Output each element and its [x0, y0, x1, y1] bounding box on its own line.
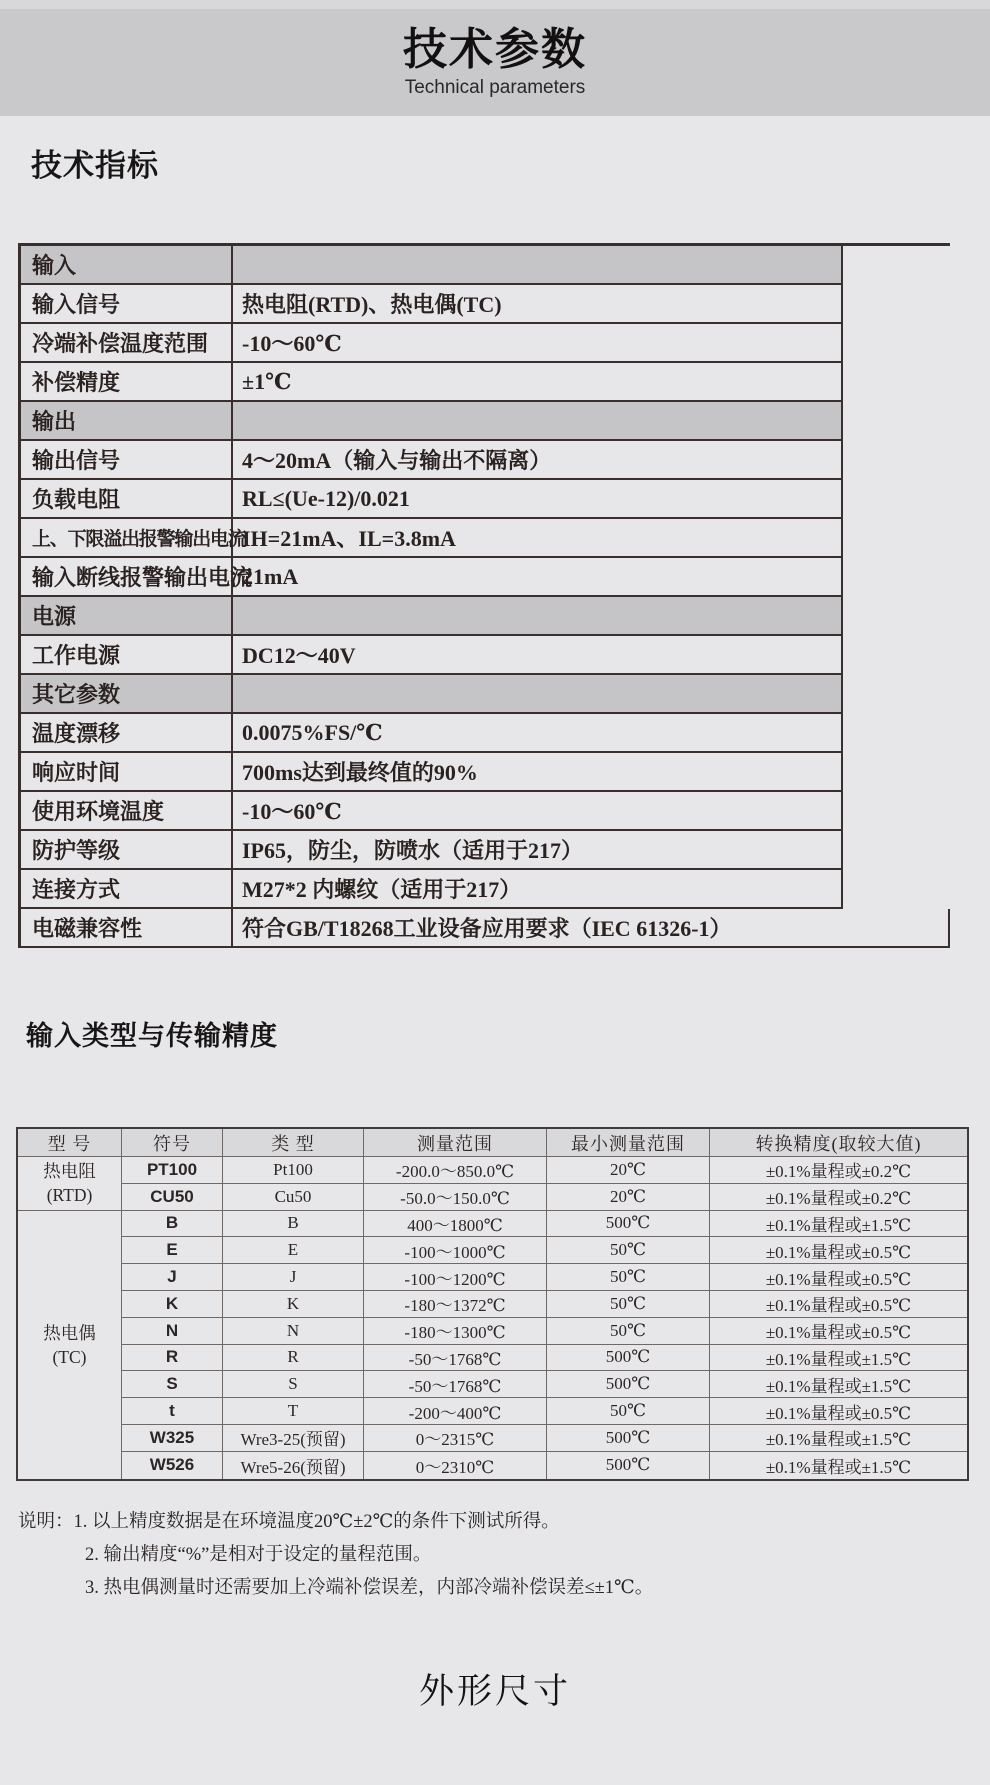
- min-range-cell: 20℃: [547, 1184, 710, 1211]
- spec-label: 输出信号: [21, 441, 233, 478]
- spec-label: 冷端补偿温度范围: [21, 324, 233, 361]
- accuracy-header-cell: 类 型: [223, 1129, 364, 1157]
- page-title: 技术参数: [403, 25, 587, 75]
- accuracy-cell: ±0.1%量程或±0.2℃: [710, 1184, 967, 1211]
- min-range-cell: 500℃: [547, 1425, 710, 1452]
- symbol-cell: S: [122, 1371, 223, 1398]
- spec-value: [233, 402, 841, 439]
- spec-label: 电源: [21, 597, 233, 634]
- group-sub-label: (TC): [52, 1346, 87, 1367]
- type-cell: Wre3-25(预留): [223, 1425, 364, 1452]
- min-range-cell: 50℃: [547, 1398, 710, 1425]
- spec-row: [18, 519, 843, 558]
- accuracy-cell: ±0.1%量程或±0.5℃: [710, 1237, 967, 1264]
- accuracy-cell: ±0.1%量程或±1.5℃: [710, 1345, 967, 1372]
- min-range-cell: 50℃: [547, 1264, 710, 1291]
- symbol-cell: W526: [122, 1452, 223, 1479]
- spec-label: 输入断线报警输出电流: [21, 558, 233, 595]
- spec-value: 符合GB/T18268工业设备应用要求（IEC 61326-1）: [242, 916, 732, 941]
- spec-value: 4～20mA（输入与输出不隔离）: [242, 448, 552, 473]
- type-cell: R: [223, 1345, 364, 1372]
- accuracy-group-cell: [18, 1211, 122, 1479]
- accuracy-header-cell: 符号: [122, 1129, 223, 1157]
- note-prefix: 说明：: [18, 1512, 74, 1532]
- type-cell: Wre5-26(预留): [223, 1452, 364, 1479]
- range-cell: -100～1000℃: [364, 1237, 547, 1264]
- accuracy-table: [16, 1127, 969, 1481]
- accuracy-header-cell: 型 号: [18, 1129, 122, 1157]
- min-range-cell: 500℃: [547, 1452, 710, 1479]
- spec-value: 21mA: [242, 563, 299, 589]
- accuracy-cell: ±0.1%量程或±0.5℃: [710, 1398, 967, 1425]
- section-heading-input-types: 输入类型与传输精度: [26, 1021, 278, 1051]
- note-line: [18, 1506, 653, 1539]
- type-cell: K: [223, 1291, 364, 1318]
- accuracy-header-cell: 测量范围: [364, 1129, 547, 1157]
- spec-label: 工作电源: [21, 636, 233, 673]
- spec-label: 电磁兼容性: [21, 909, 233, 946]
- spec-row: [18, 636, 843, 675]
- min-range-cell: 500℃: [547, 1211, 710, 1238]
- notes: [18, 1506, 653, 1605]
- min-range-cell: 500℃: [547, 1371, 710, 1398]
- spec-label: 响应时间: [21, 753, 233, 790]
- header-band: [0, 9, 990, 116]
- range-cell: 0～2310℃: [364, 1452, 547, 1479]
- accuracy-cell: ±0.1%量程或±0.2℃: [710, 1157, 967, 1184]
- note-text: 3. 热电偶测量时还需要加上冷端补偿误差，内部冷端补偿误差≤±1℃。: [85, 1578, 654, 1598]
- accuracy-header-cell: 转换精度(取较大值): [710, 1129, 967, 1157]
- accuracy-cell: ±0.1%量程或±1.5℃: [710, 1211, 967, 1238]
- range-cell: -180～1372℃: [364, 1291, 547, 1318]
- spec-value: RL≤(Ue-12)/0.021: [242, 485, 410, 511]
- spec-group-row: [18, 675, 843, 714]
- spec-value: 热电阻(RTD)、热电偶(TC): [242, 292, 502, 317]
- min-range-cell: 500℃: [547, 1345, 710, 1372]
- type-cell: Cu50: [223, 1184, 364, 1211]
- spec-value: DC12～40V: [242, 643, 356, 668]
- symbol-cell: CU50: [122, 1184, 223, 1211]
- spec-row: [18, 870, 843, 909]
- accuracy-cell: ±0.1%量程或±0.5℃: [710, 1318, 967, 1345]
- range-cell: -100～1200℃: [364, 1264, 547, 1291]
- range-cell: 400～1800℃: [364, 1211, 547, 1238]
- spec-label: 输入: [21, 246, 233, 283]
- accuracy-cell: ±0.1%量程或±0.5℃: [710, 1264, 967, 1291]
- spec-row: [18, 285, 843, 324]
- symbol-cell: J: [122, 1264, 223, 1291]
- range-cell: -180～1300℃: [364, 1318, 547, 1345]
- note-text: 1. 以上精度数据是在环境温度20℃±2℃的条件下测试所得。: [73, 1512, 560, 1532]
- spec-label: 其它参数: [21, 675, 233, 712]
- spec-row: [18, 714, 843, 753]
- min-range-cell: 50℃: [547, 1237, 710, 1264]
- note-line: [85, 1572, 653, 1605]
- section-heading-dimensions: 外形尺寸: [418, 1672, 571, 1711]
- symbol-cell: K: [122, 1291, 223, 1318]
- accuracy-cell: ±0.1%量程或±1.5℃: [765, 1457, 912, 1477]
- spec-label: 输出: [21, 402, 233, 439]
- symbol-cell: R: [122, 1345, 223, 1372]
- symbol-cell: t: [122, 1398, 223, 1425]
- range-cell: -50～1768℃: [364, 1345, 547, 1372]
- accuracy-cell: ±0.1%量程或±1.5℃: [710, 1371, 967, 1398]
- type-cell: J: [223, 1264, 364, 1291]
- section-heading-specs: 技术指标: [31, 148, 159, 183]
- spec-row: [18, 792, 843, 831]
- top-strip: [0, 0, 990, 9]
- spec-row: [18, 909, 950, 948]
- spec-label: 补偿精度: [21, 363, 233, 400]
- spec-row: [18, 558, 843, 597]
- symbol-cell: E: [122, 1237, 223, 1264]
- spec-value: M27*2 内螺纹（适用于217）: [242, 877, 522, 902]
- symbol-cell: W325: [122, 1425, 223, 1452]
- accuracy-header-cell: 最小测量范围: [547, 1129, 710, 1157]
- spec-label: 防护等级: [21, 831, 233, 868]
- type-cell: B: [223, 1211, 364, 1238]
- spec-value: [233, 246, 841, 283]
- spec-label: 连接方式: [21, 870, 233, 907]
- note-text: 2. 输出精度“%”是相对于设定的量程范围。: [85, 1545, 432, 1565]
- spec-table-rows: [18, 246, 950, 948]
- spec-value: -10～60℃: [242, 331, 342, 356]
- min-range-cell: 50℃: [547, 1318, 710, 1345]
- spec-row: [18, 441, 843, 480]
- spec-row: [18, 324, 843, 363]
- spec-group-row: [18, 402, 843, 441]
- range-cell: -200.0～850.0℃: [364, 1157, 547, 1184]
- accuracy-group-cell: [18, 1157, 122, 1211]
- type-cell: Pt100: [223, 1157, 364, 1184]
- spec-label: 负载电阻: [21, 480, 233, 517]
- spec-label: 上、下限溢出报警输出电流: [21, 519, 233, 556]
- spec-row: [18, 363, 843, 402]
- accuracy-cell: ±0.1%量程或±1.5℃: [710, 1425, 967, 1452]
- range-cell: -50～1768℃: [364, 1371, 547, 1398]
- spec-value: ±1℃: [242, 368, 292, 394]
- spec-label: 温度漂移: [21, 714, 233, 751]
- range-cell: -200～400℃: [364, 1398, 547, 1425]
- type-cell: E: [223, 1237, 364, 1264]
- spec-value: [233, 675, 841, 712]
- spec-row: [18, 480, 843, 519]
- note-line: [85, 1539, 653, 1572]
- spec-group-row: [18, 246, 843, 285]
- type-cell: T: [223, 1398, 364, 1425]
- group-sub-label: (RTD): [46, 1185, 93, 1206]
- accuracy-cell: ±0.1%量程或±0.5℃: [710, 1291, 967, 1318]
- spec-label: 使用环境温度: [21, 792, 233, 829]
- spec-value: IP65，防尘，防喷水（适用于217）: [242, 838, 584, 863]
- spec-value: 700ms达到最终值的90%: [242, 760, 478, 785]
- range-cell: 0～2315℃: [364, 1425, 547, 1452]
- spec-group-row: [18, 597, 843, 636]
- group-label: 热电偶: [43, 1322, 96, 1343]
- spec-label: 输入信号: [21, 285, 233, 322]
- symbol-cell: N: [122, 1318, 223, 1345]
- spec-value: -10～60℃: [242, 799, 342, 824]
- spec-value: [233, 597, 841, 634]
- symbol-cell: B: [122, 1211, 223, 1238]
- min-range-cell: 20℃: [547, 1157, 710, 1184]
- min-range-cell: 50℃: [547, 1291, 710, 1318]
- group-label: 热电阻: [43, 1161, 96, 1182]
- spec-value: IH=21mA、IL=3.8mA: [242, 526, 456, 551]
- spec-row: [18, 753, 843, 792]
- range-cell: -50.0～150.0℃: [364, 1184, 547, 1211]
- page-subtitle: Technical parameters: [404, 76, 586, 98]
- type-cell: S: [223, 1371, 364, 1398]
- spec-value: 0.0075%FS/℃: [242, 719, 383, 745]
- symbol-cell: PT100: [122, 1157, 223, 1184]
- spec-row: [18, 831, 843, 870]
- type-cell: N: [223, 1318, 364, 1345]
